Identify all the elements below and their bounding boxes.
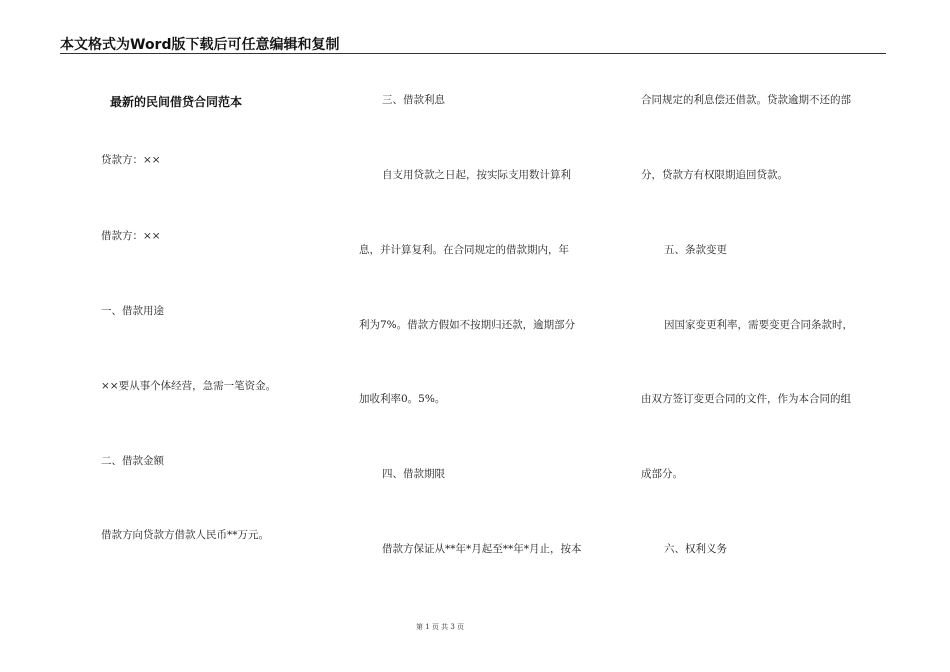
section-heading-interest: 三、借款利息 [382, 94, 445, 106]
lender-line: 贷款方：×× [101, 154, 161, 166]
change-text-line-1: 因国家变更利率，需要变更合同条款时， [664, 319, 853, 331]
section-heading-amount: 二、借款金额 [101, 455, 164, 467]
term-text-line-1: 借款方保证从**年*月起至**年*月止，按本 [382, 543, 582, 555]
borrower-line: 借款方：×× [101, 230, 161, 242]
page-footer: 第 1 页 共 3 页 [415, 623, 465, 631]
interest-text-line-2: 息，并计算复利。在合同规定的借款期内，年 [359, 244, 569, 256]
section-heading-purpose: 一、借款用途 [101, 305, 164, 317]
interest-text-line-4: 加收利率0。5%。 [359, 393, 446, 405]
interest-text-line-3: 利为7%。借款方假如不按期归还款，逾期部分 [359, 319, 576, 331]
purpose-text: ××要从事个体经营，急需一笔资金。 [101, 380, 277, 392]
section-heading-change: 五、条款变更 [664, 244, 727, 256]
header-rule [60, 53, 886, 54]
amount-text: 借款方向贷款方借款人民币**万元。 [101, 529, 269, 541]
change-text-line-3: 成部分。 [641, 468, 683, 480]
section-heading-term: 四、借款期限 [382, 468, 445, 480]
change-text-line-2: 由双方签订变更合同的文件，作为本合同的组 [641, 393, 851, 405]
document-title: 最新的民间借贷合同范本 [110, 95, 243, 109]
interest-text-line-1: 自支用贷款之日起，按实际支用数计算利 [382, 169, 571, 181]
document-header: 本文格式为Word版下载后可任意编辑和复制 [60, 37, 340, 53]
term-text-line-2: 合同规定的利息偿还借款。贷款逾期不还的部 [641, 94, 851, 106]
term-text-line-3: 分，贷款方有权限期追回贷款。 [641, 169, 788, 181]
section-heading-rights: 六、权利义务 [664, 543, 727, 555]
